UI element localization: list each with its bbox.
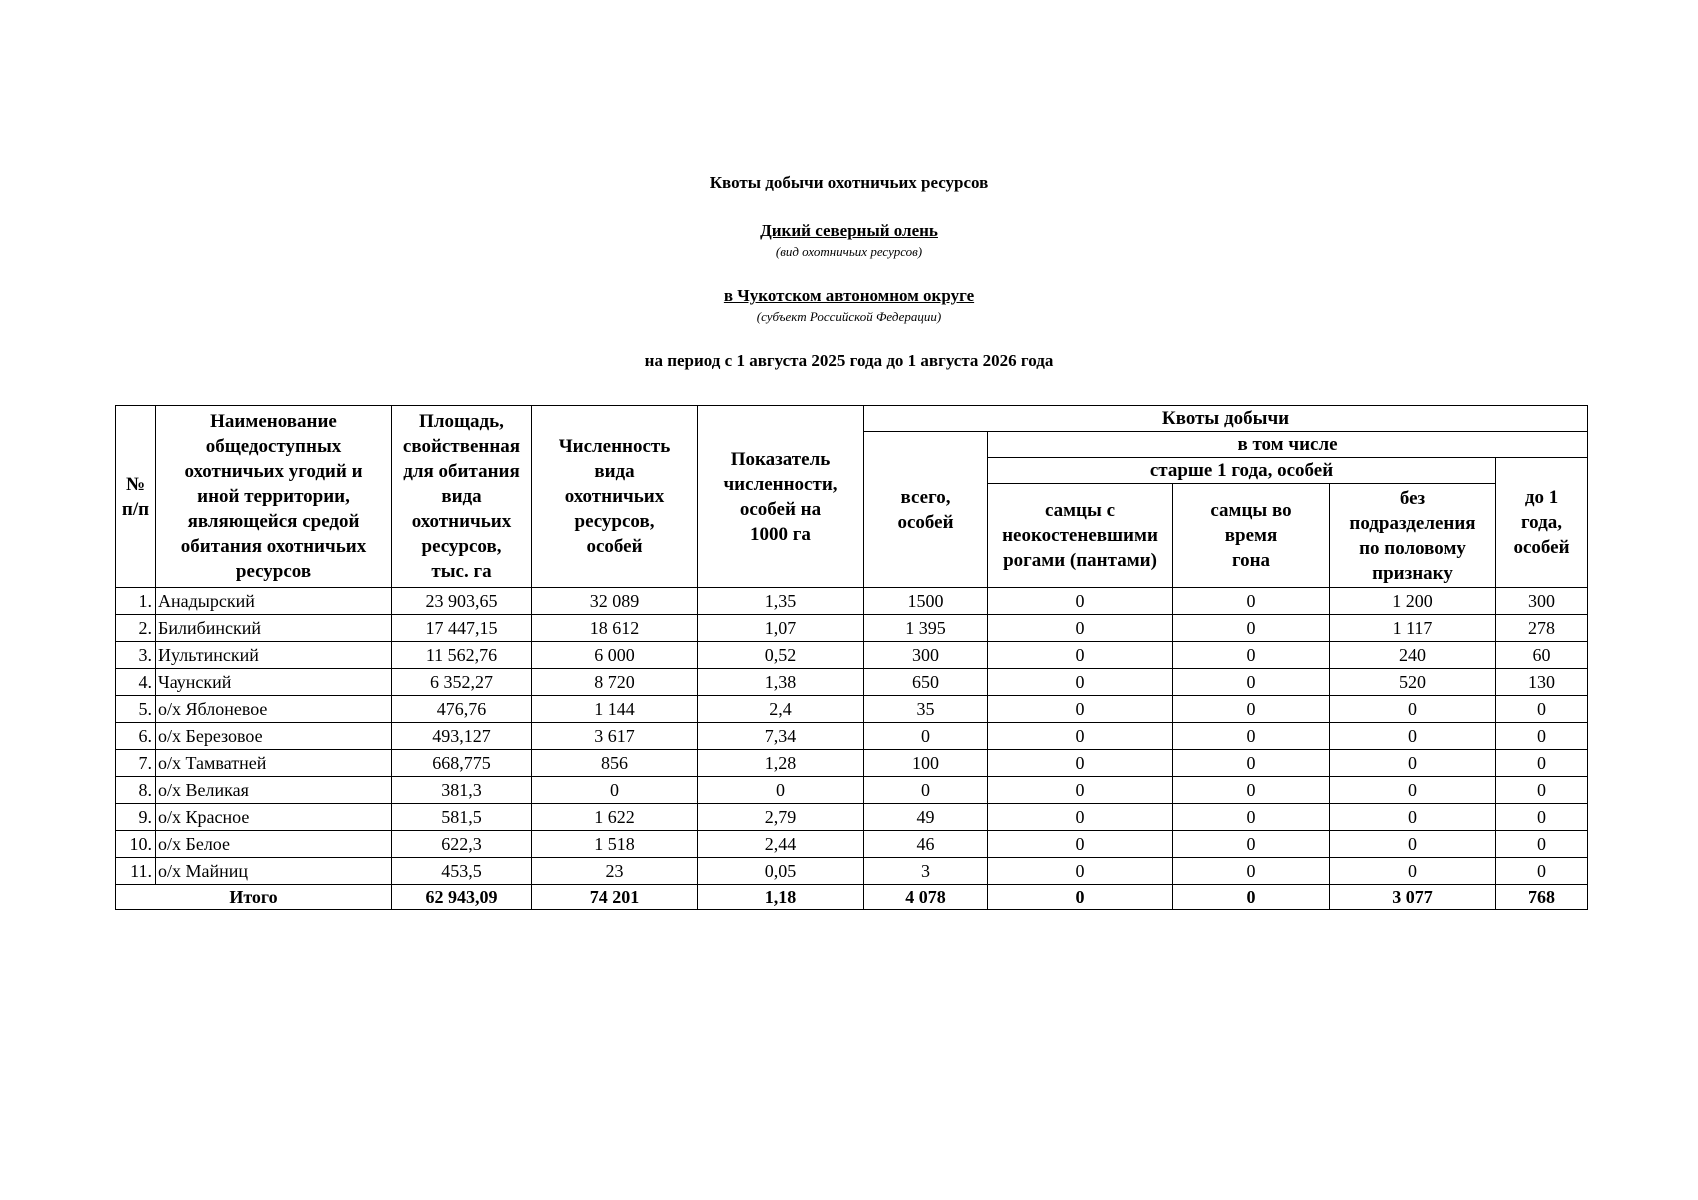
cell-males-antlers: 0 [988,831,1173,858]
cell-males-antlers: 0 [988,669,1173,696]
cell-name: Чаунский [156,669,392,696]
cell-area: 622,3 [392,831,532,858]
cell-density: 2,4 [698,696,864,723]
cell-no-sex: 1 117 [1330,615,1496,642]
cell-males-rut: 0 [1173,642,1330,669]
cell-name: Иультинский [156,642,392,669]
cell-area: 581,5 [392,804,532,831]
cell-total: 3 [864,858,988,885]
cell-density: 2,44 [698,831,864,858]
region-caption: (субъект Российской Федерации) [756,309,942,324]
cell-num: 8. [116,777,156,804]
table-body [116,588,1588,885]
cell-no-sex: 0 [1330,696,1496,723]
cell-population: 856 [532,750,698,777]
col-header-population: Численность вида охотничьих ресурсов, особей [532,406,698,588]
cell-males-rut: 0 [1173,858,1330,885]
cell-males-rut: 0 [1173,615,1330,642]
cell-total: 49 [864,804,988,831]
cell-population: 18 612 [532,615,698,642]
cell-under1: 0 [1496,750,1588,777]
cell-males-rut: 0 [1173,804,1330,831]
cell-no-sex: 520 [1330,669,1496,696]
cell-total: 35 [864,696,988,723]
cell-total: 300 [864,642,988,669]
total-no-sex: 3 077 [1330,885,1496,910]
cell-population: 6 000 [532,642,698,669]
cell-density: 1,35 [698,588,864,615]
cell-population: 23 [532,858,698,885]
cell-area: 668,775 [392,750,532,777]
cell-males-rut: 0 [1173,750,1330,777]
cell-no-sex: 0 [1330,804,1496,831]
total-quota: 4 078 [864,885,988,910]
cell-area: 11 562,76 [392,642,532,669]
cell-males-antlers: 0 [988,696,1173,723]
cell-num: 4. [116,669,156,696]
cell-population: 1 622 [532,804,698,831]
cell-population: 8 720 [532,669,698,696]
cell-total: 650 [864,669,988,696]
species-name: Дикий северный олень [760,221,938,240]
col-header-area: Площадь, свойственная для обитания вида охотничьих ресурсов, тыс. га [392,406,532,588]
cell-males-rut: 0 [1173,669,1330,696]
col-header-quota: Квоты добычи [864,406,1588,432]
cell-area: 493,127 [392,723,532,750]
cell-name: о/х Березовое [156,723,392,750]
cell-num: 11. [116,858,156,885]
species-caption: (вид охотничьих ресурсов) [775,244,923,259]
total-population: 74 201 [532,885,698,910]
cell-under1: 0 [1496,723,1588,750]
table-row [116,831,1588,858]
cell-no-sex: 0 [1330,858,1496,885]
cell-name: о/х Тамватней [156,750,392,777]
cell-males-antlers: 0 [988,777,1173,804]
cell-total: 46 [864,831,988,858]
cell-name: о/х Великая [156,777,392,804]
cell-num: 1. [116,588,156,615]
table-row [116,615,1588,642]
total-males-antlers: 0 [988,885,1173,910]
cell-population: 3 617 [532,723,698,750]
cell-density: 1,28 [698,750,864,777]
cell-area: 6 352,27 [392,669,532,696]
cell-males-antlers: 0 [988,723,1173,750]
total-row [116,885,1588,910]
cell-no-sex: 0 [1330,777,1496,804]
cell-males-antlers: 0 [988,615,1173,642]
table-row [116,696,1588,723]
cell-males-rut: 0 [1173,777,1330,804]
cell-area: 17 447,15 [392,615,532,642]
cell-under1: 0 [1496,831,1588,858]
cell-area: 476,76 [392,696,532,723]
table-row [116,750,1588,777]
cell-total: 1 395 [864,615,988,642]
cell-males-antlers: 0 [988,642,1173,669]
cell-under1: 278 [1496,615,1588,642]
cell-name: Анадырский [156,588,392,615]
cell-total: 100 [864,750,988,777]
cell-total: 0 [864,777,988,804]
cell-under1: 0 [1496,858,1588,885]
cell-no-sex: 1 200 [1330,588,1496,615]
cell-males-antlers: 0 [988,858,1173,885]
cell-population: 32 089 [532,588,698,615]
cell-under1: 300 [1496,588,1588,615]
cell-no-sex: 0 [1330,723,1496,750]
total-males-rut: 0 [1173,885,1330,910]
cell-males-antlers: 0 [988,588,1173,615]
cell-no-sex: 240 [1330,642,1496,669]
cell-name: о/х Красное [156,804,392,831]
cell-males-antlers: 0 [988,804,1173,831]
cell-population: 1 518 [532,831,698,858]
table-row [116,669,1588,696]
cell-area: 453,5 [392,858,532,885]
table-row [116,858,1588,885]
cell-males-antlers: 0 [988,750,1173,777]
total-label: Итого [116,885,392,910]
cell-under1: 60 [1496,642,1588,669]
cell-density: 1,07 [698,615,864,642]
cell-males-rut: 0 [1173,723,1330,750]
cell-num: 2. [116,615,156,642]
period-text: на период с 1 августа 2025 года до 1 августа 2026 года [644,351,1054,370]
region-name: в Чукотском автономном округе [723,286,975,305]
cell-num: 6. [116,723,156,750]
cell-num: 10. [116,831,156,858]
col-header-no-sex: без подразделения по половому признаку [1330,484,1496,588]
col-header-density: Показатель численности, особей на 1000 га [698,406,864,588]
cell-num: 9. [116,804,156,831]
col-header-total: всего, особей [864,432,988,588]
table-row [116,777,1588,804]
cell-area: 23 903,65 [392,588,532,615]
quota-table [115,405,1588,910]
cell-population: 0 [532,777,698,804]
cell-num: 5. [116,696,156,723]
col-header-males-rut: самцы во время гона [1173,484,1330,588]
cell-total: 0 [864,723,988,750]
col-header-num: № п/п [116,406,156,588]
table-row [116,804,1588,831]
cell-density: 2,79 [698,804,864,831]
cell-density: 0,52 [698,642,864,669]
cell-no-sex: 0 [1330,750,1496,777]
cell-name: о/х Майниц [156,858,392,885]
header-row [116,406,1588,432]
cell-density: 0 [698,777,864,804]
cell-name: о/х Белое [156,831,392,858]
col-header-males-antlers: самцы с неокостеневшими рогами (пантами) [988,484,1173,588]
cell-num: 3. [116,642,156,669]
cell-under1: 0 [1496,696,1588,723]
cell-males-rut: 0 [1173,588,1330,615]
cell-under1: 130 [1496,669,1588,696]
cell-under1: 0 [1496,804,1588,831]
table-row [116,588,1588,615]
cell-no-sex: 0 [1330,831,1496,858]
cell-density: 0,05 [698,858,864,885]
total-density: 1,18 [698,885,864,910]
col-header-older: старше 1 года, особей [988,458,1496,484]
cell-males-rut: 0 [1173,696,1330,723]
cell-density: 1,38 [698,669,864,696]
cell-name: Билибинский [156,615,392,642]
cell-area: 381,3 [392,777,532,804]
col-header-under1: до 1 года, особей [1496,458,1588,588]
total-area: 62 943,09 [392,885,532,910]
col-header-name: Наименование общедоступных охотничьих угодий и иной территории, являющейся средой обитания охотничьих ресурсов [156,406,392,588]
cell-num: 7. [116,750,156,777]
table-row [116,642,1588,669]
cell-density: 7,34 [698,723,864,750]
table-row [116,723,1588,750]
col-header-including: в том числе [988,432,1588,458]
cell-population: 1 144 [532,696,698,723]
cell-under1: 0 [1496,777,1588,804]
cell-males-rut: 0 [1173,831,1330,858]
cell-total: 1500 [864,588,988,615]
document-title: Квоты добычи охотничьих ресурсов [709,173,989,192]
total-under1: 768 [1496,885,1588,910]
cell-name: о/х Яблоневое [156,696,392,723]
